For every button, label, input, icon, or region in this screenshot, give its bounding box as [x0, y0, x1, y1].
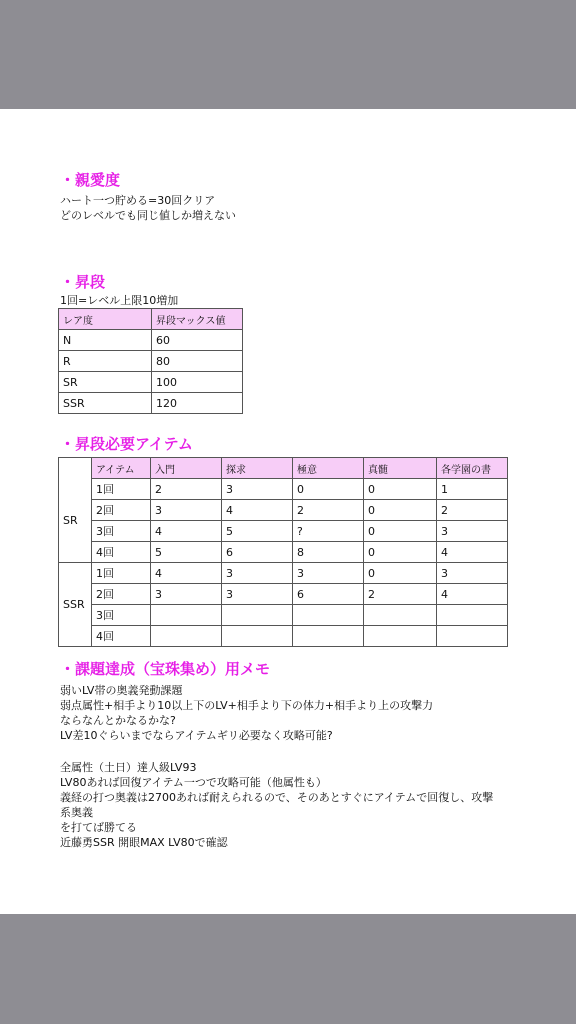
table-header: 入門	[151, 458, 222, 479]
table-cell: 5	[151, 542, 222, 563]
table-cell: 4	[437, 584, 508, 605]
table-cell	[151, 626, 222, 647]
table-cell	[151, 605, 222, 626]
table-cell: 120	[152, 393, 243, 414]
ascension-table	[58, 308, 243, 414]
table-cell: 1	[437, 479, 508, 500]
table-cell	[437, 626, 508, 647]
ascension-heading: ・昇段	[60, 273, 106, 291]
table-row	[59, 563, 508, 584]
table-cell: 60	[152, 330, 243, 351]
table-header: 昇段マックス値	[152, 309, 243, 330]
table-cell: 3	[222, 563, 293, 584]
table-cell: 4	[151, 563, 222, 584]
table-cell: 3	[151, 500, 222, 521]
table-cell: 0	[364, 479, 437, 500]
memo-line-11: 近藤勇SSR 開眼MAX LV80で確認	[60, 836, 228, 849]
table-row	[59, 479, 508, 500]
affection-line-2: どのレベルでも同じ値しか増えない	[60, 209, 236, 222]
table-cell: 1回	[92, 479, 151, 500]
table-cell: 2	[151, 479, 222, 500]
memo-line-2: 弱点属性+相手より10以上下のLV+相手より下の体力+相手より上の攻撃力	[60, 699, 434, 712]
table-row	[59, 584, 508, 605]
table-header: 各学園の書	[437, 458, 508, 479]
table-cell: 0	[364, 500, 437, 521]
table-cell: 2	[437, 500, 508, 521]
table-cell: 0	[293, 479, 364, 500]
memo-line-10: を打てば勝てる	[60, 821, 137, 834]
table-cell: SSR	[59, 393, 152, 414]
memo-line-8: 義経の打つ奥義は2700あれば耐えられるので、そのあとすぐにアイテムで回復し、攻撃	[60, 791, 494, 804]
document-page	[0, 109, 576, 914]
table-cell: SR	[59, 372, 152, 393]
table-header: アイテム	[92, 458, 151, 479]
table-cell: 2	[364, 584, 437, 605]
table-cell: 1回	[92, 563, 151, 584]
table-cell: 4	[151, 521, 222, 542]
table-cell: 2回	[92, 500, 151, 521]
table-cell: 0	[364, 542, 437, 563]
memo-line-4: LV差10ぐらいまでならアイテムギリ必要なく攻略可能?	[60, 729, 333, 742]
affection-heading: ・親愛度	[60, 171, 121, 189]
table-cell: 6	[222, 542, 293, 563]
table-cell: 3	[151, 584, 222, 605]
table-row	[59, 605, 508, 626]
table-row	[59, 521, 508, 542]
memo-line-6: 全属性（土日）達人級LV93	[60, 761, 197, 774]
table-row	[59, 500, 508, 521]
table-header: レア度	[59, 309, 152, 330]
table-row	[59, 330, 243, 351]
ascension-note: 1回=レベル上限10増加	[60, 294, 179, 307]
table-corner-cell	[59, 458, 92, 479]
table-cell	[364, 626, 437, 647]
table-cell	[222, 605, 293, 626]
table-cell: 3	[293, 563, 364, 584]
table-row	[59, 372, 243, 393]
table-header: 極意	[293, 458, 364, 479]
table-cell	[364, 605, 437, 626]
table-cell: 80	[152, 351, 243, 372]
memo-heading: ・課題達成（宝珠集め）用メモ	[60, 660, 271, 678]
table-cell: 100	[152, 372, 243, 393]
rarity-label-ssr: SSR	[59, 563, 92, 647]
table-cell: 4	[222, 500, 293, 521]
table-cell: 2回	[92, 584, 151, 605]
table-row	[59, 626, 508, 647]
table-cell: 3	[222, 584, 293, 605]
table-cell: 8	[293, 542, 364, 563]
table-cell: 3回	[92, 605, 151, 626]
table-cell: 3回	[92, 521, 151, 542]
memo-line-1: 弱いLV帯の奥義発動課題	[60, 684, 183, 697]
table-header: 真髄	[364, 458, 437, 479]
table-cell	[222, 626, 293, 647]
affection-line-1: ハート一つ貯める=30回クリア	[60, 194, 216, 207]
table-cell: 2	[293, 500, 364, 521]
table-cell	[293, 626, 364, 647]
table-cell: 4回	[92, 542, 151, 563]
table-header-row	[59, 309, 243, 330]
table-header-row	[59, 458, 508, 479]
table-row	[59, 542, 508, 563]
rarity-label-sr: SR	[59, 479, 92, 563]
table-cell: R	[59, 351, 152, 372]
items-table	[58, 457, 508, 647]
table-cell: 6	[293, 584, 364, 605]
table-cell: 3	[437, 563, 508, 584]
memo-line-3: ならなんとかなるかな?	[60, 714, 176, 727]
table-header: 探求	[222, 458, 293, 479]
table-cell	[437, 605, 508, 626]
table-row	[59, 393, 243, 414]
table-row	[59, 351, 243, 372]
table-cell: 3	[222, 479, 293, 500]
table-cell: 4回	[92, 626, 151, 647]
memo-line-9: 系奥義	[60, 806, 93, 819]
table-cell	[293, 605, 364, 626]
table-cell: 4	[437, 542, 508, 563]
items-heading: ・昇段必要アイテム	[60, 435, 193, 453]
table-cell: ?	[293, 521, 364, 542]
table-cell: 5	[222, 521, 293, 542]
table-cell: 0	[364, 563, 437, 584]
table-cell: N	[59, 330, 152, 351]
table-cell: 0	[364, 521, 437, 542]
memo-line-7: LV80あれば回復アイテム一つで攻略可能（他属性も）	[60, 776, 327, 789]
table-cell: 3	[437, 521, 508, 542]
